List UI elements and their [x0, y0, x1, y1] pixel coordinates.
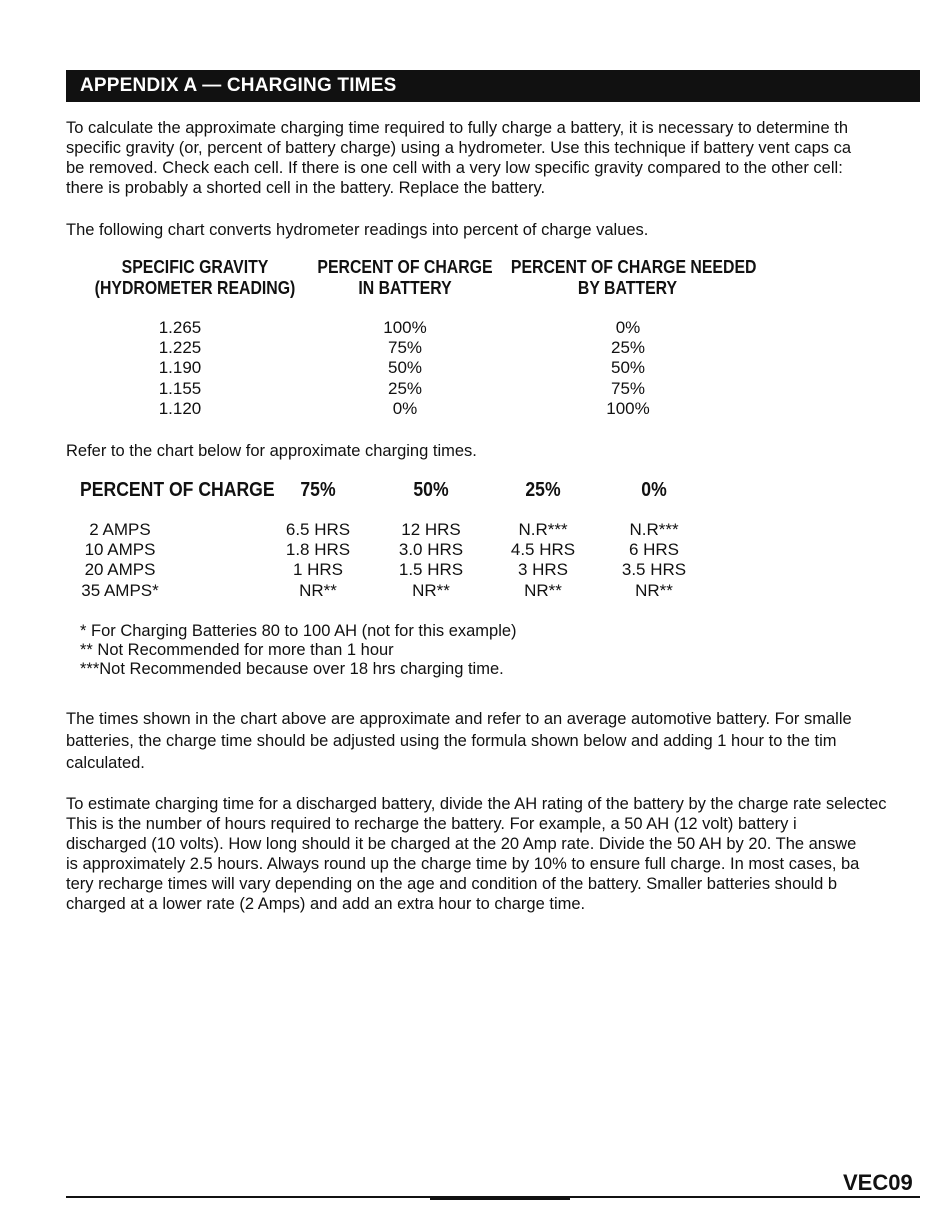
col-75: [268, 520, 368, 601]
table-cell: 25%: [610, 338, 646, 358]
footer-rule-accent: [430, 1196, 570, 1200]
table-cell: 3 HRS: [517, 560, 569, 580]
in-battery-header: [313, 257, 498, 299]
gravity-header-line: (HYDROMETER READING): [94, 278, 296, 298]
table-cell: 4.5 HRS: [510, 540, 576, 560]
col-50: [381, 520, 481, 601]
col-0: [604, 520, 704, 601]
intro-paragraph: [66, 118, 926, 198]
times-intro: Refer to the chart below for approximate charging times.: [66, 442, 477, 460]
charge-header-75: 75%: [300, 479, 336, 501]
in-battery-header-line: PERCENT OF CHARGE: [317, 257, 493, 277]
table-cell: 1.190: [158, 358, 202, 378]
footnotes: [80, 622, 517, 679]
table-cell: 1.265: [158, 318, 202, 337]
estimate-line: To estimate charging time for a discharged battery, divide the AH rating of the battery by the charge rate selectec: [66, 795, 887, 813]
estimate-line: This is the number of hours required to recharge the battery. For example, a 50 AH (12 volt) battery i: [66, 815, 797, 833]
needed-header-line: PERCENT OF CHARGE NEEDED: [510, 257, 757, 277]
gravity-column: [130, 318, 230, 419]
in-battery-column: [355, 318, 455, 419]
table-cell: N.R***: [629, 520, 679, 539]
table-cell: 75%: [610, 378, 646, 398]
section-heading: APPENDIX A — CHARGING TIMES: [66, 70, 920, 102]
estimate-line: is approximately 2.5 hours. Always round up the charge time by 10% to ensure full charge. In most cases, ba: [66, 855, 860, 873]
times-note-line: batteries, the charge time should be adjusted using the formula shown below and adding 1 hour to the tim: [66, 732, 837, 750]
charge-header-50: 50%: [413, 479, 449, 501]
table-cell: 0%: [615, 318, 641, 337]
table-cell: 6 HRS: [628, 540, 680, 560]
table-cell: NR**: [524, 580, 562, 600]
estimate-line: discharged (10 volts). How long should it be charged at the 20 Amp rate. Divide the 50 AH by 20. The answe: [66, 835, 857, 853]
estimate-line: tery recharge times will vary depending on the age and condition of the battery. Smaller batteries should b: [66, 875, 838, 893]
estimate-paragraph: [66, 794, 926, 914]
table-cell: 50%: [387, 358, 423, 378]
table-cell: 25%: [387, 378, 423, 398]
table-cell: 1.120: [158, 398, 202, 418]
gravity-header-line: SPECIFIC GRAVITY: [121, 257, 269, 277]
table-cell: 100%: [383, 318, 427, 337]
table-cell: NR**: [635, 580, 673, 600]
table-cell: 10 AMPS: [84, 540, 156, 560]
table-cell: 20 AMPS: [84, 560, 156, 580]
needed-header: [510, 257, 757, 299]
document-code: VEC09: [843, 1170, 913, 1195]
times-note-line: calculated.: [66, 754, 145, 772]
footnote: ** Not Recommended for more than 1 hour: [80, 641, 394, 659]
times-note-line: The times shown in the chart above are approximate and refer to an average automotive battery. For smalle: [66, 710, 852, 728]
table-cell: 1 HRS: [292, 560, 344, 580]
table-cell: 1.155: [158, 378, 202, 398]
col-25: [493, 520, 593, 601]
table-cell: 3.0 HRS: [398, 540, 464, 560]
table-cell: N.R***: [518, 520, 568, 539]
table-cell: NR**: [412, 580, 450, 600]
footnote: * For Charging Batteries 80 to 100 AH (not for this example): [80, 622, 517, 640]
intro-line: To calculate the approximate charging time required to fully charge a battery, it is necessary to determine th: [66, 119, 849, 137]
rate-column: [70, 520, 170, 601]
table-cell: NR**: [299, 580, 337, 600]
charge-header-25: 25%: [525, 479, 561, 501]
chart-intro: The following chart converts hydrometer readings into percent of charge values.: [66, 221, 649, 239]
table-cell: 12 HRS: [401, 520, 461, 539]
times-note-paragraph: [66, 708, 926, 774]
table-cell: 50%: [610, 358, 646, 378]
gravity-header: [85, 257, 305, 299]
intro-line: specific gravity (or, percent of battery charge) using a hydrometer. Use this technique if battery vent caps ca: [66, 139, 852, 157]
needed-column: [578, 318, 678, 419]
table-cell: 0%: [392, 398, 418, 418]
table-cell: 2 AMPS: [89, 520, 151, 539]
table-cell: 35 AMPS*: [81, 580, 159, 600]
needed-header-line: BY BATTERY: [577, 278, 678, 298]
intro-line: there is probably a shorted cell in the battery. Replace the battery.: [66, 179, 546, 197]
table-cell: 1.8 HRS: [285, 540, 351, 560]
table-cell: 1.5 HRS: [398, 560, 464, 580]
footnote: ***Not Recommended because over 18 hrs charging time.: [80, 660, 504, 678]
in-battery-header-line: IN BATTERY: [358, 278, 452, 298]
table-cell: 100%: [606, 398, 650, 418]
table-cell: 1.225: [158, 338, 202, 358]
table-cell: 6.5 HRS: [285, 520, 351, 539]
estimate-line: charged at a lower rate (2 Amps) and add an extra hour to charge time.: [66, 895, 586, 913]
intro-line: be removed. Check each cell. If there is one cell with a very low specific gravity compared to the other cell:: [66, 159, 843, 177]
table-cell: 75%: [387, 338, 423, 358]
table-cell: 3.5 HRS: [621, 560, 687, 580]
charge-header-0: 0%: [641, 479, 667, 501]
charge-header-percent: PERCENT OF CHARGE: [80, 479, 275, 501]
